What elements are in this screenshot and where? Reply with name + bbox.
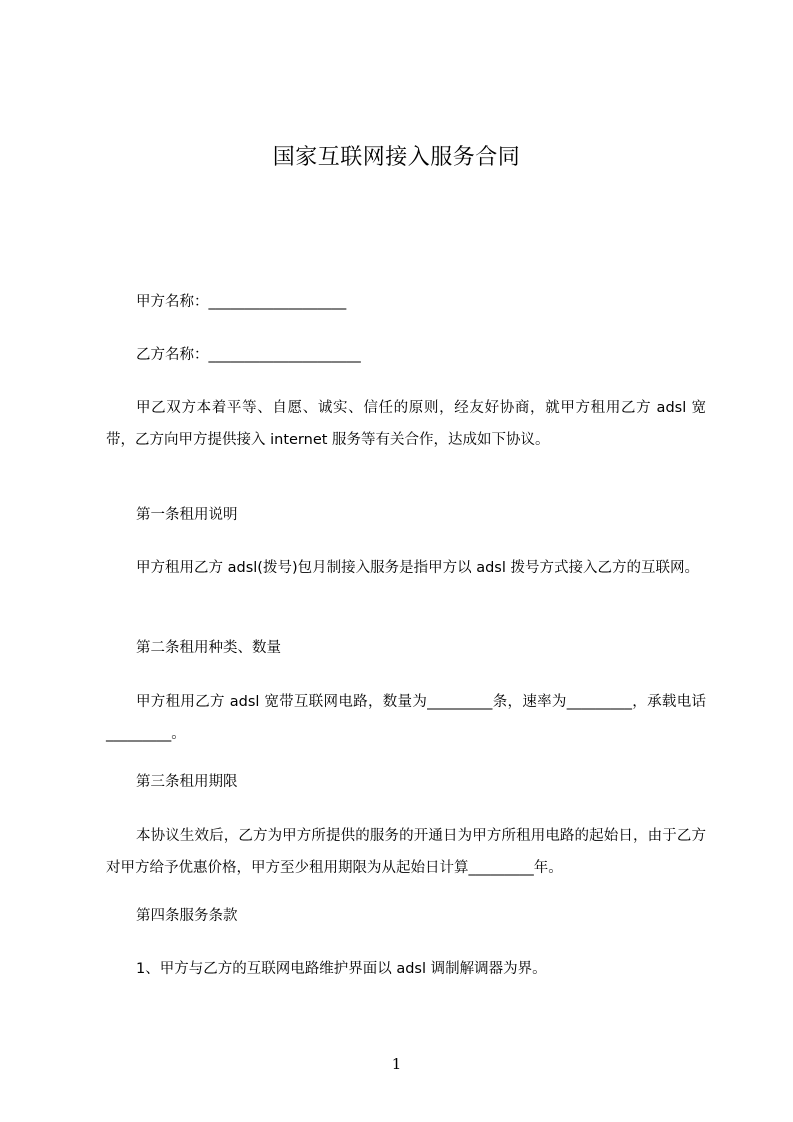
article-4-heading: 第四条服务条款 [136,908,238,924]
article-1-body: 甲方租用乙方 adsl(拨号)包月制接入服务是指甲方以 adsl 拨号方式接入乙方的互联网。 [136,560,699,576]
article-2-heading: 第二条租用种类、数量 [136,640,281,656]
article-2-body: 甲方租用乙方 adsl 宽带互联网电路，数量为_________条，速率为_________，承载电话_________。 [106,694,706,742]
article-3-heading: 第三条租用期限 [136,774,238,790]
party-a-name-line: 甲方名称：___________________ [136,294,347,310]
page-number: 1 [391,1055,402,1073]
article-3-body: 本协议生效后，乙方为甲方所提供的服务的开通日为甲方所租用电路的起始日，由于乙方对甲方给予优惠价格，甲方至少租用期限为从起始日计算_________年。 [106,828,706,876]
document-title: 国家互联网接入服务合同 [272,145,521,170]
intro-paragraph: 甲乙双方本着平等、自愿、诚实、信任的原则，经友好协商，就甲方租用乙方 adsl 宽带，乙方向甲方提供接入 internet 服务等有关合作，达成如下协议。 [106,400,706,448]
party-b-name-line: 乙方名称：_____________________ [136,347,361,363]
article-1-heading: 第一条租用说明 [136,507,238,523]
article-4-item-1: 1、甲方与乙方的互联网电路维护界面以 adsl 调制解调器为界。 [136,961,547,977]
